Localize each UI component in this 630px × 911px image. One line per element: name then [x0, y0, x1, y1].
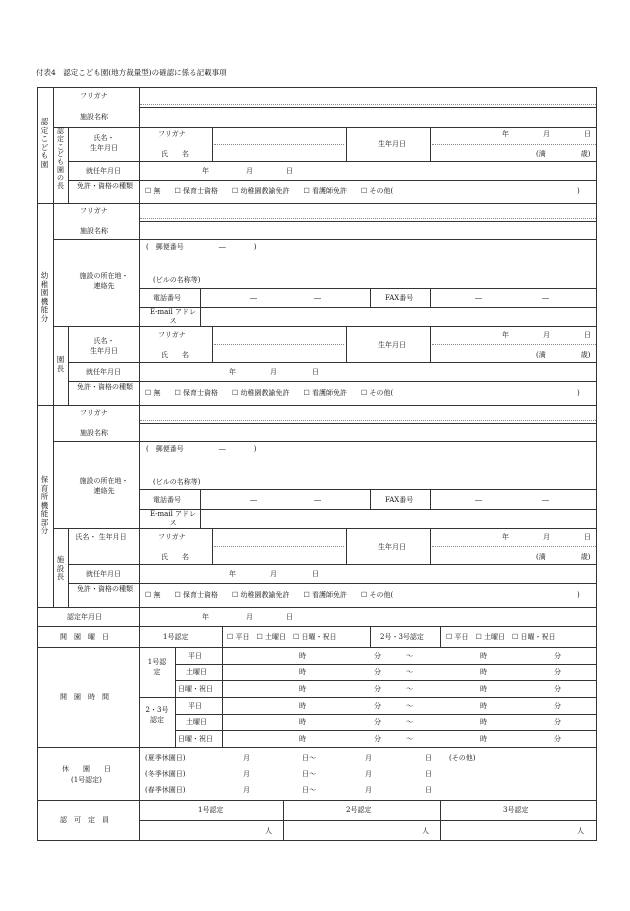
cert-day: 日	[286, 613, 293, 621]
section1-label: 認定こども園	[40, 117, 49, 169]
h2-ji2: 時	[480, 668, 487, 676]
h1-ji1: 時	[299, 652, 306, 660]
s3-year: 年	[502, 533, 509, 541]
capacity-unit2: 人	[422, 827, 429, 835]
section2-label: 幼稚園機能分	[40, 271, 49, 323]
s3-name-birth-label: 氏名・ 生年月日	[75, 533, 127, 541]
s2-app-year: 年	[229, 368, 236, 376]
h2-kara: ～	[406, 668, 413, 676]
form-border	[37, 87, 597, 841]
s1-furigana-label: フリガナ	[80, 92, 108, 100]
s2-age: (満 歳)	[536, 351, 591, 359]
s3-shimei: 氏 名	[161, 553, 189, 561]
h3-ji2: 時	[480, 685, 487, 693]
closed-spring-m2: 月	[365, 786, 372, 794]
s2-fax-dash2: ―	[542, 294, 549, 302]
open-days-g1-options[interactable]: ☐ 平日 ☐ 土曜日 ☐ 日曜・祝日	[227, 633, 337, 641]
open-days-g23-options[interactable]: ☐ 平日 ☐ 土曜日 ☐ 日曜・祝日	[446, 633, 556, 641]
h2-fun2: 分	[554, 668, 561, 676]
s3-app-month: 月	[270, 570, 277, 578]
s2-address-label: 施設の所在地・連絡先	[79, 272, 129, 290]
open-hours-g23: 2・3号認定	[145, 706, 169, 724]
h4-fun2: 分	[554, 702, 561, 710]
h6-kara: ～	[406, 735, 413, 743]
closed-spring-m1: 月	[243, 786, 250, 794]
s3-tel-dash2: ―	[314, 496, 321, 504]
h5-ji1: 時	[299, 718, 306, 726]
s1-shimei: 氏 名	[161, 150, 189, 158]
s3-building: (ビルの名称等)	[153, 478, 201, 486]
capacity-unit1: 人	[265, 827, 272, 835]
h5-ji2: 時	[480, 718, 487, 726]
s1-age: (満 歳)	[536, 150, 591, 158]
open-hours-label: 開 園 時 間	[60, 693, 109, 701]
closed-spring: (春季休園日)	[145, 786, 186, 794]
s2-license-options[interactable]: ☐ 無 ☐ 保育士資格 ☐ 幼稚園教諭免許 ☐ 看護師免許 ☐ その他(	[145, 389, 394, 397]
hours-g1-weekday: 平日	[188, 652, 202, 660]
s2-furigana-label: フリガナ	[80, 207, 108, 215]
s2-furigana-small: フリガナ	[158, 331, 186, 339]
h3-kara: ～	[406, 685, 413, 693]
s3-day: 日	[584, 533, 591, 541]
section1-sub-label: 認定こども園の長	[57, 127, 64, 190]
s2-tel-dash2: ―	[314, 294, 321, 302]
s1-day: 日	[584, 130, 591, 138]
s3-appointed-label: 就任年月日	[86, 570, 121, 578]
s2-email-label: E-mail アドレス	[149, 308, 197, 325]
s1-app-year: 年	[202, 167, 209, 175]
s2-app-month: 月	[270, 368, 277, 376]
s2-postal: ( 郵便番号 ― )	[146, 243, 257, 251]
h1-fun2: 分	[554, 652, 561, 660]
s3-app-day: 日	[312, 570, 319, 578]
h1-ji2: 時	[480, 652, 487, 660]
s2-facility-name-label: 施設名称	[80, 227, 108, 235]
s3-fax-dash2: ―	[542, 496, 549, 504]
closed-winter-d2: 日	[425, 770, 432, 778]
s3-age: (満 歳)	[536, 553, 591, 561]
s1-birth-label: 生年月日	[378, 140, 406, 148]
hours-g1-sun: 日曜・祝日	[178, 685, 213, 693]
capacity-h1: 1号認定	[198, 806, 224, 814]
open-days-g1: 1号認定	[163, 633, 189, 641]
s1-app-month: 月	[246, 167, 253, 175]
capacity-label: 認 可 定 員	[60, 816, 109, 824]
s1-license-options[interactable]: ☐ 無 ☐ 保育士資格 ☐ 幼稚園教諭免許 ☐ 看護師免許 ☐ その他(	[145, 187, 394, 195]
s2-month: 月	[543, 331, 550, 339]
s3-license-options[interactable]: ☐ 無 ☐ 保育士資格 ☐ 幼稚園教諭免許 ☐ 看護師免許 ☐ その他(	[145, 591, 394, 599]
h6-ji1: 時	[299, 735, 306, 743]
h6-ji2: 時	[480, 735, 487, 743]
s3-postal: ( 郵便番号 ― )	[146, 445, 257, 453]
s1-app-day: 日	[286, 167, 293, 175]
section2-sub-label: 園長	[56, 355, 65, 373]
s1-year: 年	[502, 130, 509, 138]
section3-label: 保育所機能部分	[40, 475, 49, 535]
h1-kara: ～	[406, 652, 413, 660]
s3-tel-label: 電話番号	[153, 496, 181, 504]
s2-appointed-label: 就任年月日	[86, 368, 121, 376]
s3-month: 月	[543, 533, 550, 541]
h3-fun1: 分	[374, 685, 381, 693]
section3-sub-label: 施設長	[56, 555, 65, 581]
s2-tel-label: 電話番号	[153, 294, 181, 302]
s3-birth-label: 生年月日	[378, 543, 406, 551]
s2-birth-label: 生年月日	[378, 341, 406, 349]
h6-fun1: 分	[374, 735, 381, 743]
s2-fax-label: FAX番号	[385, 294, 414, 302]
closed-spring-d1: 日～	[302, 786, 316, 794]
s3-facility-name-label: 施設名称	[80, 429, 108, 437]
s3-email-label: E-mail アドレス	[149, 510, 197, 527]
h4-ji2: 時	[480, 702, 487, 710]
cert-month: 月	[246, 613, 253, 621]
hours-g23-sun: 日曜・祝日	[178, 735, 213, 743]
s2-paren-close: )	[577, 389, 580, 397]
open-days-label: 開 園 曜 日	[60, 633, 109, 641]
open-hours-g1: 1号認定	[147, 658, 167, 676]
h4-fun1: 分	[374, 702, 381, 710]
closed-summer-d2: 日	[425, 754, 432, 762]
h5-fun2: 分	[554, 718, 561, 726]
closed-days-label: 休 園 日	[62, 765, 111, 773]
certification-date-label: 認定年月日	[67, 613, 102, 621]
s2-tel-dash1: ―	[250, 294, 257, 302]
cert-year: 年	[202, 613, 209, 621]
h1-fun1: 分	[374, 652, 381, 660]
h4-kara: ～	[406, 702, 413, 710]
closed-winter-m2: 月	[365, 770, 372, 778]
closed-winter-d1: 日～	[302, 770, 316, 778]
closed-summer-m2: 月	[365, 754, 372, 762]
s2-license-label: 免許・資格の種類	[77, 383, 133, 391]
s2-shimei: 氏 名	[161, 351, 189, 359]
h3-ji1: 時	[299, 685, 306, 693]
h6-fun2: 分	[554, 735, 561, 743]
hours-g23-sat: 土曜日	[186, 718, 207, 726]
s1-appointed-label: 就任年月日	[86, 167, 121, 175]
closed-days-sub: (1号認定)	[71, 776, 102, 784]
h5-kara: ～	[406, 718, 413, 726]
s1-license-label: 免許・資格の種類	[77, 182, 133, 190]
s3-tel-dash1: ―	[250, 496, 257, 504]
s3-license-label: 免許・資格の種類	[77, 585, 133, 593]
capacity-h3: 3号認定	[503, 806, 529, 814]
s2-building: (ビルの名称等)	[153, 276, 201, 284]
s3-paren-close: )	[577, 591, 580, 599]
s3-address-label: 施設の所在地・連絡先	[79, 477, 129, 495]
h3-fun2: 分	[554, 685, 561, 693]
s3-fax-label: FAX番号	[385, 496, 414, 504]
s2-day: 日	[584, 331, 591, 339]
s1-month: 月	[543, 130, 550, 138]
s1-facility-name-label: 施設名称	[80, 113, 108, 121]
h4-ji1: 時	[299, 702, 306, 710]
open-days-g23: 2号・3号認定	[380, 633, 424, 641]
capacity-h2: 2号認定	[346, 806, 372, 814]
closed-spring-d2: 日	[425, 786, 432, 794]
closed-other: (その他)	[449, 754, 476, 762]
closed-winter: (冬季休園日)	[145, 770, 186, 778]
s1-furigana-small: フリガナ	[158, 130, 186, 138]
h2-fun1: 分	[374, 668, 381, 676]
s2-fax-dash1: ―	[475, 294, 482, 302]
h2-ji1: 時	[299, 668, 306, 676]
closed-summer: (夏季休園日)	[145, 754, 186, 762]
capacity-unit3: 人	[577, 827, 584, 835]
h5-fun1: 分	[374, 718, 381, 726]
s3-app-year: 年	[229, 570, 236, 578]
s1-name-birth-label: 氏名・ 生年月日	[90, 134, 118, 152]
s1-paren-close: )	[577, 187, 580, 195]
closed-summer-d1: 日～	[302, 754, 316, 762]
form-title: 付表4 認定こども園(地方裁量型)の確認に係る記載事項	[36, 68, 227, 77]
s2-year: 年	[502, 331, 509, 339]
closed-winter-m1: 月	[243, 770, 250, 778]
hours-g23-weekday: 平日	[188, 702, 202, 710]
s2-name-birth-label: 氏名・ 生年月日	[90, 337, 118, 355]
hours-g1-sat: 土曜日	[186, 668, 207, 676]
s3-fax-dash1: ―	[475, 496, 482, 504]
s2-app-day: 日	[312, 368, 319, 376]
closed-summer-m1: 月	[243, 754, 250, 762]
s3-furigana-label: フリガナ	[80, 409, 108, 417]
s3-furigana-small: フリガナ	[158, 533, 186, 541]
